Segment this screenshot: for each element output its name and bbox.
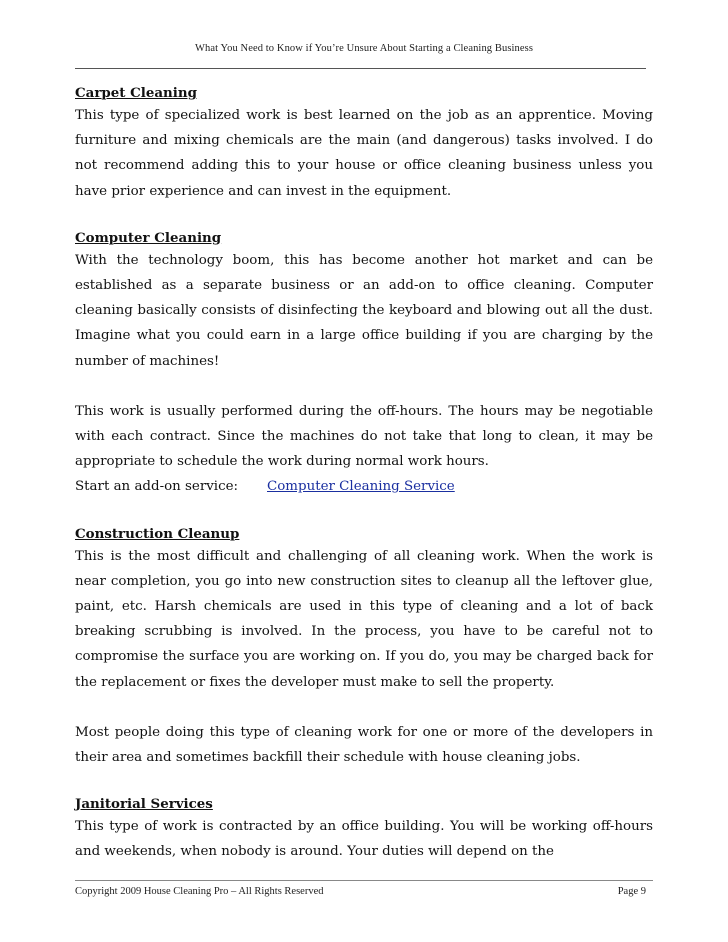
- paragraph: This work is usually performed during the off-hours. The hours may be negotiable with each contract. Since the machines do not take that long to clean, it may be appropriate to schedule the work during normal work hours.: [75, 403, 653, 470]
- section-heading: Janitorial Services: [75, 796, 213, 813]
- section-heading: Carpet Cleaning: [75, 85, 197, 101]
- paragraph: This type of specialized work is best learned on the job as an apprentice. Moving furniture and mixing chemicals are the main (and dangerous) tasks involved. I do not recommend adding this to your house or office cleaning business unless you have prior experience and can invest in the equipment.: [75, 108, 653, 199]
- addon-label: Start an add-on service:: [75, 479, 239, 495]
- section-carpet-cleaning: [75, 84, 653, 204]
- section-construction-cleanup: [75, 525, 653, 771]
- computer-cleaning-service-link[interactable]: Computer Cleaning Service: [267, 479, 455, 495]
- page-header: What You Need to Know if You’re Unsure About Starting a Cleaning Business: [194, 43, 534, 54]
- paragraph: With the technology boom, this has become another hot market and can be established as a separate business or an add-on to office cleaning. Computer cleaning basically consists of disinfecting the keyboard and blowing out all the dust. Imagine what you could earn in a large office building if you are charging by the number of machines!: [75, 252, 653, 369]
- section-janitorial-services: [75, 795, 653, 864]
- section-heading: Computer Cleaning: [75, 229, 222, 246]
- copyright-text: Copyright 2009 House Cleaning Pro – All Rights Reserved: [75, 886, 324, 897]
- footer-divider: [75, 880, 653, 881]
- paragraph: This type of work is contracted by an office building. You will be working off-hours and weekends, when nobody is around. Your duties will depend on the: [75, 819, 653, 860]
- section-computer-cleaning: [75, 229, 653, 500]
- paragraph: Most people doing this type of cleaning work for one or more of the developers in their area and sometimes backfill their schedule with house cleaning jobs.: [75, 724, 653, 766]
- page-number: Page 9: [617, 886, 646, 897]
- addon-service-line: [75, 474, 653, 499]
- section-heading: Construction Cleanup: [75, 525, 240, 542]
- document-body: [75, 84, 653, 865]
- header-divider: [75, 68, 646, 69]
- paragraph: This is the most difficult and challenging of all cleaning work. When the work is near completion, you go into new construction sites to cleanup all the leftover glue, paint, etc. Harsh chemicals are used in this type of cleaning and a lot of back breaking scrubbing is involved. In the process, you have to be careful not to compromise the surface you are working on. If you do, you may be charged back for the replacement or fixes the developer must make to sell the property.: [75, 548, 653, 690]
